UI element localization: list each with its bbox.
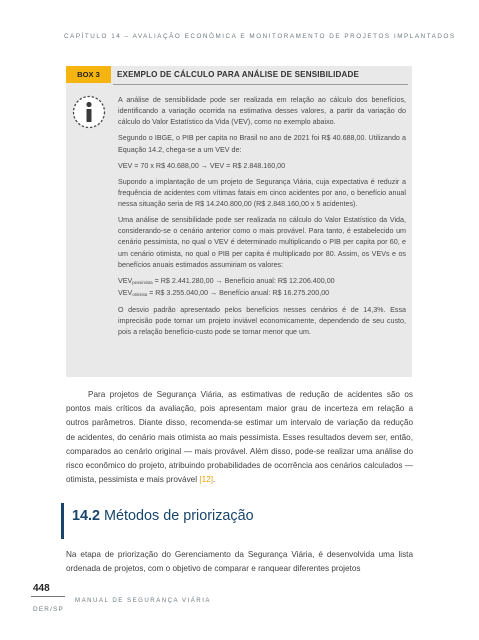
formula-pessimista: $VEV_{pessimista}$ = R$ 2.441.280,00 → Benefício anual: R$ 12.206.400,00: [118, 276, 335, 285]
footer-book-title: MANUAL DE SEGURANÇA VIÁRIA: [75, 597, 211, 604]
chapter-header: CAPÍTULO 14 – AVALIAÇÃO ECONÔMICA E MONITORAMENTO DE PROJETOS IMPLANTADOS: [64, 33, 456, 40]
footer-org: DER/SP: [33, 606, 64, 613]
footer-rule: [31, 596, 65, 597]
box-paragraph: Uma análise de sensibilidade pode ser realizada no cálculo do Valor Estatístico da Vida, considerando-se o cenário anterior como o mais provável. Para tanto, é estabelecido um cenário pessimista, no qual o VEV é determinado multiplicando o PIB per capita por 60, e um cenário otimista, no qual o PIB per capita é multiplicado por 80. Assim, os VEVs e os benefícios anuais estimados assumiriam os valores:: [118, 216, 406, 269]
box-tag: BOX 3: [66, 66, 111, 83]
section-heading: [72, 508, 254, 524]
page-number: 448: [33, 583, 50, 594]
info-icon: [72, 95, 106, 129]
formula-otimista: $VEV_{otimista}$ = R$ 3.255.040,00 → Benefício anual: R$ 16.275.200,00: [118, 289, 330, 298]
scenario-formulas: [118, 276, 406, 300]
box-paragraph: Supondo a implantação de um projeto de Segurança Viária, cuja expectativa é reduzir a frequência de acidentes com vítimas fatais em cinco acidentes por ano, o benefício anual nessa situação seria de R$ 14.240.800,00 (R$ 2.848.160,00 x 5 acidentes).: [118, 177, 406, 209]
box-closing-paragraph: O desvio padrão apresentado pelos benefícios nesses cenários é de 14,3%. Essa imprecisão pode tornar um projeto inviável economicamente, dependendo de seu custo, pois a relação benefício-custo pode se tornar menor que um.: [118, 306, 406, 337]
section-paragraph: Na etapa de priorização do Gerenciamento da Segurança Viária, é desenvolvida uma lista ordenada de projetos, com o objetivo de comparar e ranquear diferentes projetos: [66, 550, 413, 574]
box-title: EXEMPLO DE CÁLCULO PARA ANÁLISE DE SENSIBILIDADE: [117, 70, 360, 79]
box-equation: VEV = 70 x R$ 40.688,00 → VEV = R$ 2.848.160,00: [118, 161, 286, 170]
box-paragraph: Segundo o IBGE, o PIB per capita no Brasil no ano de 2021 foi R$ 40.688,00. Utilizando a Equação 14.2, chega-se a um VEV de:: [118, 134, 406, 154]
citation-link[interactable]: [12]: [199, 475, 213, 485]
box-paragraph: A análise de sensibilidade pode ser realizada em relação ao cálculo dos benefícios, identificando a variação ocorrida na estimativa desses valores, a partir da variação do cálculo do Valor Estatístico da Vida (VEV), como no exemplo abaixo.: [118, 96, 406, 127]
box-content: [118, 95, 406, 343]
body-paragraph: Para projetos de Segurança Viária, as estimativas de redução de acidentes são os pontos mais críticos da avaliação, pois apresentam maior grau de incerteza em relação a outros parâmetros. Diante disso, recomenda-se estimar um intervalo de variação da redução de acidentes, do cenário mais otimista ao mais pessimista. Esses resultados devem ser, então, comparados ao cenário original — mais provável. Além disso, pode-se realizar uma análise do risco econômico do projeto, atribuindo probabilidades de ocorrência aos cenários calculados — otimista, pessimista e mais provável [12].: [66, 390, 413, 485]
section-accent-bar: [61, 503, 64, 539]
section-title: Métodos de priorização: [100, 508, 254, 524]
box-title-rule: [113, 84, 408, 85]
section-number: 14.2: [72, 508, 101, 524]
